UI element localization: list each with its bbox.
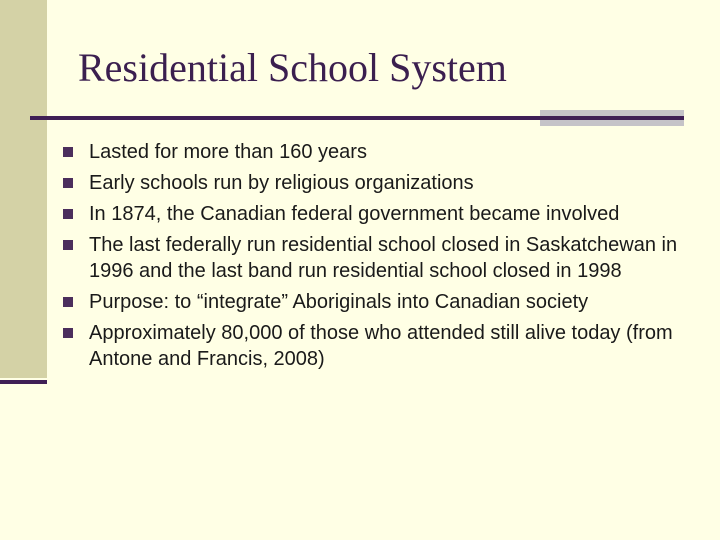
bullet-item (63, 170, 703, 196)
sidebar-accent-line (0, 380, 47, 384)
bullet-text: In 1874, the Canadian federal government became involved (89, 203, 620, 225)
bullet-text: The last federally run residential school closed in Saskatchewan in 1996 and the last band run residential school closed in 1998 (89, 234, 678, 282)
bullet-item (63, 289, 703, 315)
bullet-item (63, 320, 703, 372)
square-bullet-icon (63, 178, 73, 188)
square-bullet-icon (63, 240, 73, 250)
bullet-text: Purpose: to “integrate” Aboriginals into Canadian society (89, 291, 589, 313)
square-bullet-icon (63, 209, 73, 219)
bullet-item (63, 139, 703, 165)
square-bullet-icon (63, 297, 73, 307)
bullet-text: Early schools run by religious organizations (89, 172, 474, 194)
slide-title: Residential School System (78, 45, 507, 90)
bullet-list (63, 139, 703, 377)
sidebar-decoration (0, 0, 47, 378)
bullet-text: Lasted for more than 160 years (89, 141, 367, 163)
bullet-item (63, 232, 703, 284)
divider-accent (540, 110, 684, 126)
square-bullet-icon (63, 328, 73, 338)
bullet-text: Approximately 80,000 of those who attended still alive today (from Antone and Francis, 2008) (89, 322, 673, 370)
bullet-item (63, 201, 703, 227)
square-bullet-icon (63, 147, 73, 157)
